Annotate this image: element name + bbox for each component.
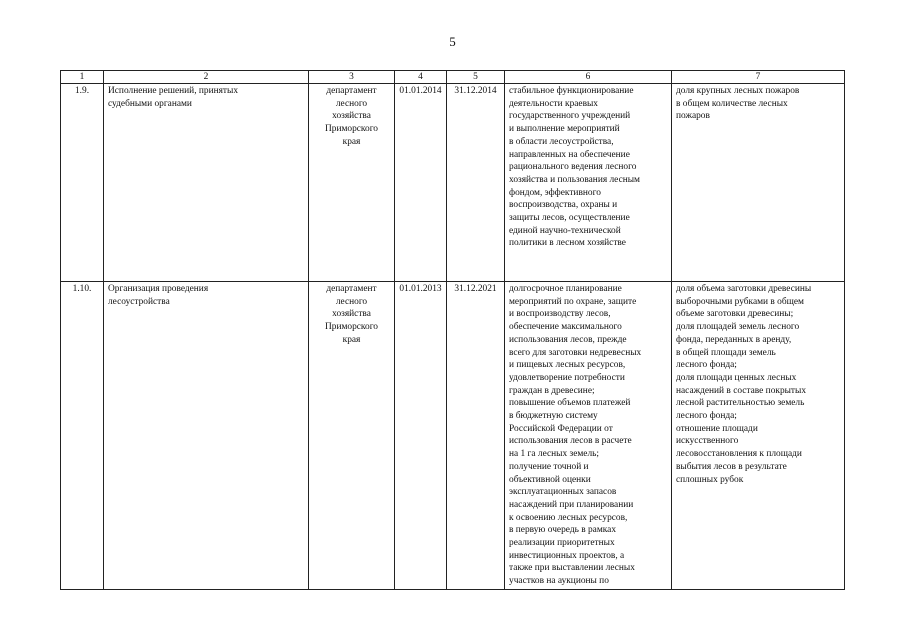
result-line: использования лесов в расчете bbox=[509, 436, 632, 447]
result-line: стабильное функционирование bbox=[509, 86, 634, 96]
indicator-line: доля объема заготовки древесины bbox=[676, 284, 812, 294]
result-line: использования лесов, прежде bbox=[509, 334, 627, 345]
header-col-4: 4 bbox=[395, 71, 447, 84]
end-date: 31.12.2021 bbox=[447, 282, 505, 590]
executor-line: Приморского bbox=[324, 124, 378, 135]
result-line: мероприятий по охране, защите bbox=[509, 296, 637, 307]
indicator-line: доля площади ценных лесных bbox=[676, 372, 797, 383]
result-line: в первую очередь в рамках bbox=[509, 525, 617, 536]
indicator-line: объеме заготовки древесины; bbox=[676, 309, 794, 320]
row-number: 1.10. bbox=[61, 282, 104, 590]
result-line: рационального ведения лесного bbox=[509, 162, 637, 173]
row-number: 1.9. bbox=[61, 84, 104, 282]
result-line: всего для заготовки недревесных bbox=[509, 347, 642, 358]
measure-name-line: Организация проведения bbox=[108, 284, 209, 294]
header-col-3: 3 bbox=[309, 71, 395, 84]
indicator-line: лесного фонда; bbox=[676, 360, 737, 371]
result-line: участков на аукционы по bbox=[509, 576, 609, 587]
result-line: реализации приоритетных bbox=[509, 538, 615, 549]
measure-name-line: Исполнение решений, принятых bbox=[108, 86, 239, 96]
indicator-line: сплошных рубок bbox=[676, 474, 744, 485]
indicator-line: выборочными рубками в общем bbox=[676, 296, 804, 307]
result-line: защиты лесов, осуществление bbox=[509, 213, 630, 224]
result-line: объективной оценки bbox=[509, 474, 591, 485]
result-line: единой научно-технической bbox=[509, 225, 621, 236]
result-line: воспроизводства, охраны и bbox=[509, 200, 618, 211]
header-col-1: 1 bbox=[61, 71, 104, 84]
result-line: государственного учреждений bbox=[509, 111, 631, 122]
result-line: граждан в древесине; bbox=[509, 385, 595, 396]
indicator-line: искусственного bbox=[676, 436, 739, 447]
measure-name bbox=[104, 84, 309, 282]
executor-line: лесного bbox=[335, 296, 368, 307]
expected-result bbox=[505, 282, 672, 590]
executor-line: лесного bbox=[335, 98, 368, 109]
indicator-line: пожаров bbox=[676, 111, 710, 122]
indicator-line: фонда, переданных в аренду, bbox=[676, 334, 792, 345]
indicator-line: отношение площади bbox=[676, 423, 758, 434]
result-line: получение точной и bbox=[509, 461, 589, 472]
table-row bbox=[61, 282, 845, 590]
executor-line: края bbox=[342, 334, 361, 345]
measure-name bbox=[104, 282, 309, 590]
result-line: и воспроизводству лесов, bbox=[509, 309, 611, 320]
result-line: обеспечение максимального bbox=[509, 322, 622, 333]
executor-line: Приморского bbox=[324, 322, 378, 333]
end-date: 31.12.2014 bbox=[447, 84, 505, 282]
result-line: удовлетворение потребности bbox=[509, 372, 625, 383]
indicator-line: в общем количестве лесных bbox=[676, 98, 788, 109]
executor bbox=[309, 282, 395, 590]
executor-line: департамент bbox=[326, 284, 377, 294]
indicator-line: в общей площади земель bbox=[676, 347, 776, 358]
result-line: Российской Федерации от bbox=[509, 423, 613, 434]
executor bbox=[309, 84, 395, 282]
start-date: 01.01.2014 bbox=[395, 84, 447, 282]
result-line: фондом, эффективного bbox=[509, 187, 601, 198]
header-col-7: 7 bbox=[672, 71, 845, 84]
result-line: и пищевых лесных ресурсов, bbox=[509, 360, 626, 371]
indicators bbox=[672, 84, 845, 282]
result-line: инвестиционных проектов, а bbox=[509, 550, 625, 561]
result-line: направленных на обеспечение bbox=[509, 149, 630, 160]
result-line: в бюджетную систему bbox=[509, 411, 598, 422]
measure-name-line: судебными органами bbox=[108, 98, 192, 109]
indicator-line: выбытия лесов в результате bbox=[676, 461, 787, 472]
result-line: также при выставлении лесных bbox=[509, 563, 635, 574]
result-line: эксплуатационных запасов bbox=[509, 487, 617, 498]
result-line: насаждений при планировании bbox=[509, 499, 634, 510]
indicator-line: лесной растительностью земель bbox=[676, 398, 805, 409]
result-line: в области лесоустройства, bbox=[509, 136, 614, 147]
measure-name-line: лесоустройства bbox=[108, 296, 170, 307]
result-line: на 1 га лесных земель; bbox=[509, 449, 600, 460]
indicators bbox=[672, 282, 845, 590]
result-line: хозяйства и пользования лесным bbox=[509, 174, 640, 185]
result-line: деятельности краевых bbox=[509, 98, 598, 109]
indicator-line: доля площадей земель лесного bbox=[676, 322, 800, 333]
expected-result bbox=[505, 84, 672, 282]
header-row bbox=[61, 71, 845, 84]
page-number: 5 bbox=[449, 34, 456, 49]
executor-line: департамент bbox=[326, 86, 377, 96]
result-line: и выполнение мероприятий bbox=[509, 124, 620, 135]
result-line: повышение объемов платежей bbox=[509, 398, 631, 409]
result-line: к освоению лесных ресурсов, bbox=[509, 512, 628, 523]
indicator-line: насаждений в составе покрытых bbox=[676, 385, 807, 396]
indicator-line: лесовосстановления к площади bbox=[676, 449, 802, 460]
start-date: 01.01.2013 bbox=[395, 282, 447, 590]
header-col-6: 6 bbox=[505, 71, 672, 84]
executor-line: хозяйства bbox=[332, 309, 371, 320]
indicator-line: лесного фонда; bbox=[676, 411, 737, 422]
header-col-5: 5 bbox=[447, 71, 505, 84]
result-line: долгосрочное планирование bbox=[509, 284, 622, 294]
executor-line: края bbox=[342, 136, 361, 147]
indicator-line: доля крупных лесных пожаров bbox=[676, 86, 800, 96]
header-col-2: 2 bbox=[104, 71, 309, 84]
measures-table bbox=[60, 70, 845, 590]
executor-line: хозяйства bbox=[332, 111, 371, 122]
table-row bbox=[61, 84, 845, 282]
result-line: политики в лесном хозяйстве bbox=[509, 238, 626, 249]
